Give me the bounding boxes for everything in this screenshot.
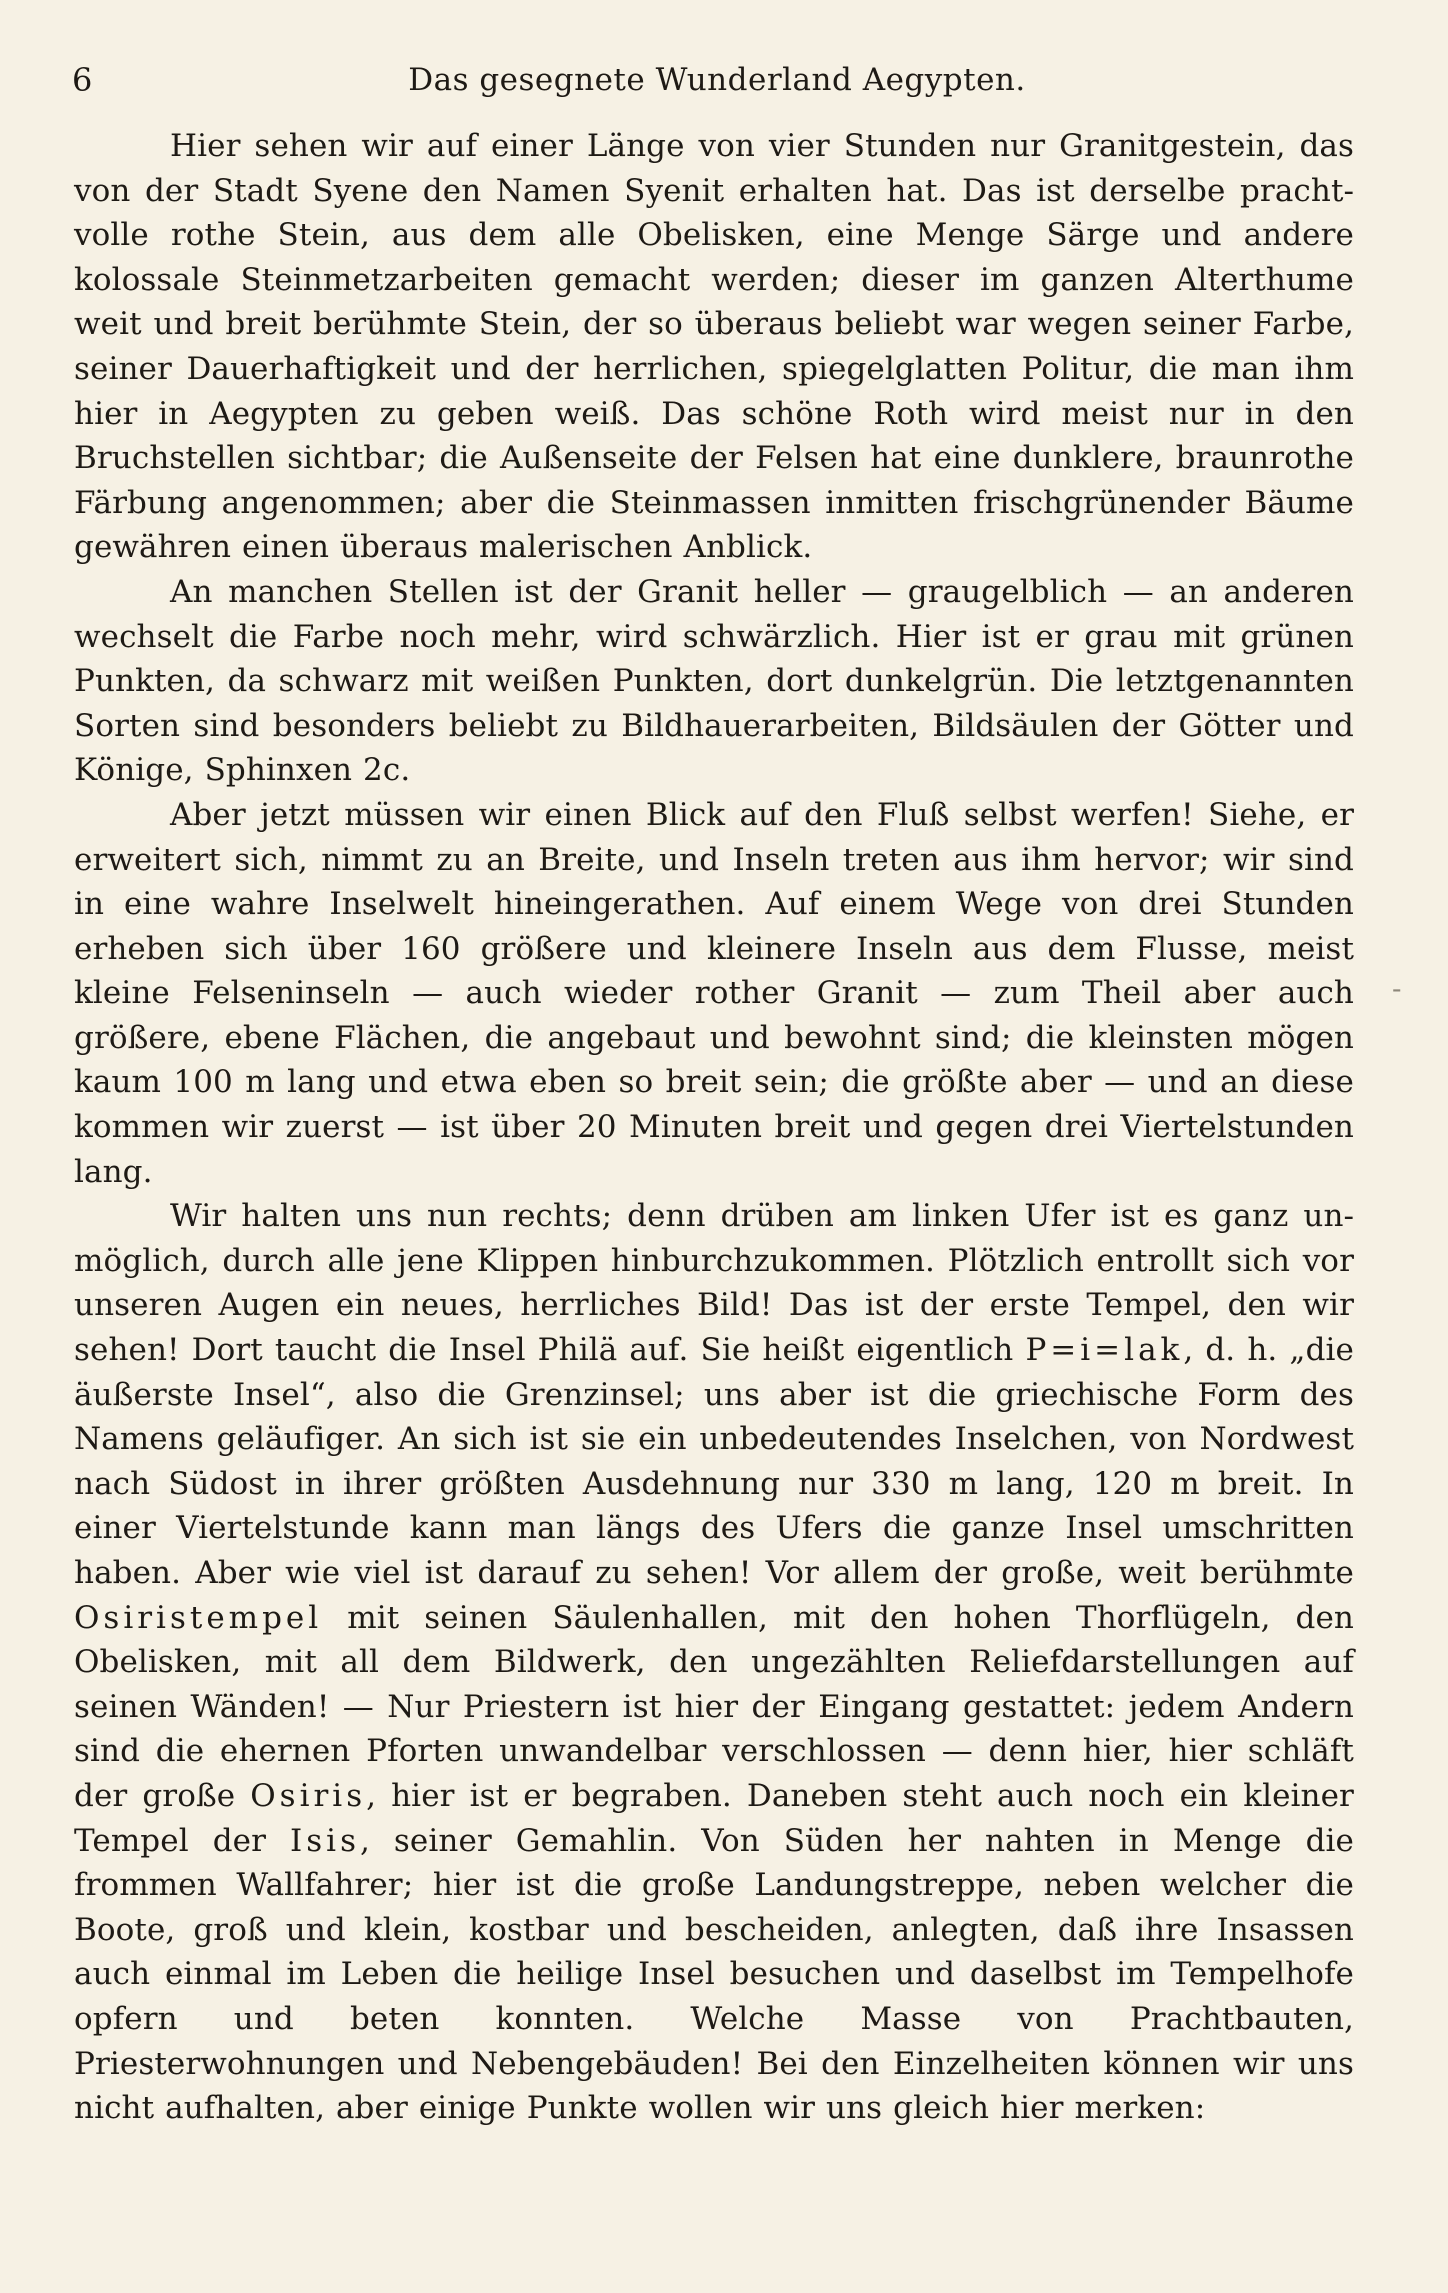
margin-mark: -	[1392, 972, 1402, 1005]
running-title: Das gesegnete Wunderland Aegypten.	[408, 62, 1026, 98]
paragraph-philae	[74, 1194, 1354, 2130]
philae-text-4: , hier ist er begraben. Daneben steht auch noch ein kleiner Tempel der	[74, 1777, 1354, 1859]
osiris-temple-term: Osiristempel	[74, 1599, 323, 1636]
isis-term: Isis	[290, 1822, 360, 1859]
osiris-term: Osiris	[250, 1777, 367, 1814]
philae-original-name: P=i=lak	[1025, 1332, 1184, 1369]
body-text	[74, 124, 1354, 2131]
philae-text-3: mit seinen Säulenhallen, mit den hohen Thorflügeln, den Obelisken, mit all dem Bildwerk, den ungezählten Reliefdarstellungen auf seinen Wänden! — Nur Priestern ist hier der Eingang gestattet: jedem Andern sind die ehernen Pforten unwandelbar verschlossen — denn hier, hier schläft der große	[74, 1599, 1354, 1814]
paragraph-granite-colors: An manchen Stellen ist der Granit heller — graugelblich — an anderen wechselt die Farbe noch mehr, wird schwärzlich. Hier ist er grau mit grünen Punkten, da schwarz mit weißen Punkten, dort dunkelgrün. Die letztgenannten Sorten sind besonders beliebt zu Bildhauerarbeiten, Bildsäulen der Götter und Könige, Sphinxen 2c.	[74, 573, 1354, 789]
philae-text-2: , d. h. „die äußerste Insel“, also die Grenzinsel; uns aber ist die griechische Form des Namens geläufiger. An sich ist sie ein unbedeutendes Inselchen, von Nordwest nach Südost in ihrer größten Ausdehnung nur 330 m lang, 120 m breit. In einer Viertelstunde kann man längs des Ufers die ganze Insel umschritten haben. Aber wie viel ist darauf zu sehen! Vor allem der große, weit berühmte	[74, 1332, 1354, 1591]
paragraph-islands: Aber jetzt müssen wir einen Blick auf den Fluß selbst werfen! Siehe, er erweitert sich, nimmt zu an Breite, und Inseln treten aus ihm hervor; wir sind in eine wahre Inselwelt hineingerathen. Auf einem Wege von drei Stunden erheben sich über 160 größere und kleinere Inseln aus dem Flusse, meist kleine Felseninseln — auch wieder rother Granit — zum Theil aber auch größere, ebene Flächen, die angebaut und bewohnt sind; die kleinsten mögen kaum 100 m lang und etwa eben so breit sein; die größte aber — und an diese kommen wir zuerst — ist über 20 Minuten breit und gegen drei Viertelstunden lang.	[74, 796, 1354, 1190]
philae-text-1: Wir halten uns nun rechts; denn drüben am linken Ufer ist es ganz unmöglich, durch alle jene Klippen hinburchzukommen. Plötzlich entrollt sich vor unseren Augen ein neues, herrliches Bild! Das ist der erste Tempel, den wir sehen! Dort taucht die Insel Philä auf. Sie heißt eigentlich	[74, 1198, 1354, 1369]
paragraph-granite: Hier sehen wir auf einer Länge von vier Stunden nur Granitgestein, das von der Stadt Syene den Namen Syenit erhalten hat. Das ist derselbe prachtvolle rothe Stein, aus dem alle Obelisken, eine Menge Särge und andere kolossale Steinmetzarbeiten gemacht werden; dieser im ganzen Alterthume weit und breit berühmte Stein, der so überaus beliebt war wegen seiner Farbe, seiner Dauerhaftigkeit und der herrlichen, spiegelglatten Politur, die man ihm hier in Aegypten zu geben weiß. Das schöne Roth wird meist nur in den Bruchstellen sichtbar; die Außenseite der Felsen hat eine dunklere, braunrothe Färbung angenommen; aber die Steinmassen inmitten frischgrünender Bäume gewähren einen überaus malerischen Anblick.	[74, 128, 1354, 566]
page-number: 6	[72, 61, 93, 99]
running-head	[72, 58, 1362, 102]
philae-text-5: , seiner Gemahlin. Von Süden her nahten in Menge die frommen Wallfahrer; hier ist die große Landungstreppe, neben welcher die Boote, groß und klein, kostbar und bescheiden, anlegten, daß ihre Insassen auch einmal im Leben die heilige Insel besuchen und daselbst im Tempelhofe opfern und beten konnten. Welche Masse von Prachtbauten, Priesterwohnungen und Nebengebäuden! Bei den Einzelheiten können wir uns nicht aufhalten, aber einige Punkte wollen wir uns gleich hier merken:	[74, 1822, 1354, 2127]
